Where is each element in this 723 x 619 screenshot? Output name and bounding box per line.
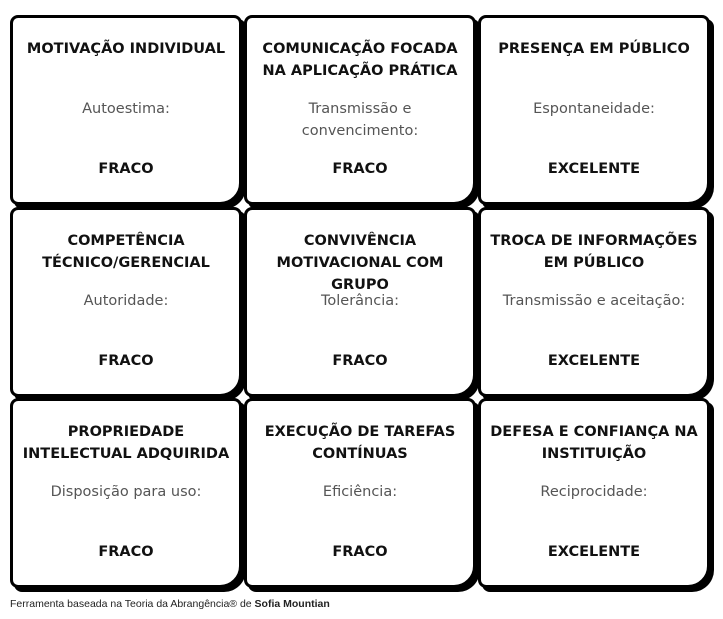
card-criterion: Transmissão e convencimento: [301, 101, 419, 139]
card-rating: FRACO [332, 544, 388, 560]
footer-credit [10, 598, 330, 610]
card-rating: FRACO [332, 353, 388, 369]
card-title: CONVIVÊNCIA MOTIVACIONAL COM GRUPO [276, 233, 444, 293]
card-rating: FRACO [98, 161, 154, 177]
card-rating: FRACO [332, 161, 388, 177]
card-presenca-em-publico [478, 15, 710, 205]
card-rating: EXCELENTE [547, 353, 641, 369]
card-competencia-tecnico-gerencial [10, 207, 242, 397]
card-criterion: Tolerância: [320, 293, 400, 309]
footer-author: Sofia Mountian [254, 598, 330, 610]
card-title: DEFESA E CONFIANÇA NA INSTITUIÇÃO [490, 424, 698, 462]
card-criterion: Disposição para uso: [50, 484, 202, 500]
card-criterion: Autoridade: [83, 293, 169, 309]
card-execucao-de-tarefas [244, 398, 476, 588]
card-title: PROPRIEDADE INTELECTUAL ADQUIRIDA [22, 424, 230, 462]
card-motivacao-individual [10, 15, 242, 205]
card-rating: FRACO [98, 353, 154, 369]
footer-text: Ferramenta baseada na Teoria da Abrangência® de [10, 598, 255, 610]
card-criterion: Espontaneidade: [533, 101, 655, 117]
card-title: TROCA DE INFORMAÇÕES EM PÚBLICO [490, 233, 698, 271]
card-troca-de-informacoes [478, 207, 710, 397]
card-title: MOTIVAÇÃO INDIVIDUAL [26, 41, 226, 57]
card-convivencia-motivacional [244, 207, 476, 397]
card-criterion: Transmissão e aceitação: [502, 293, 686, 309]
card-rating: FRACO [98, 544, 154, 560]
card-title: EXECUÇÃO DE TAREFAS CONTÍNUAS [264, 424, 456, 462]
card-rating: EXCELENTE [547, 544, 641, 560]
card-title: COMPETÊNCIA TÉCNICO/GERENCIAL [42, 233, 210, 271]
card-criterion: Eficiência: [322, 484, 398, 500]
card-criterion: Autoestima: [82, 101, 170, 117]
card-defesa-e-confianca [478, 398, 710, 588]
card-title: COMUNICAÇÃO FOCADA NA APLICAÇÃO PRÁTICA [262, 41, 458, 79]
card-title: PRESENÇA EM PÚBLICO [498, 41, 690, 57]
card-comunicacao-focada [244, 15, 476, 205]
card-propriedade-intelectual [10, 398, 242, 588]
card-criterion: Reciprocidade: [540, 484, 648, 500]
card-rating: EXCELENTE [547, 161, 641, 177]
